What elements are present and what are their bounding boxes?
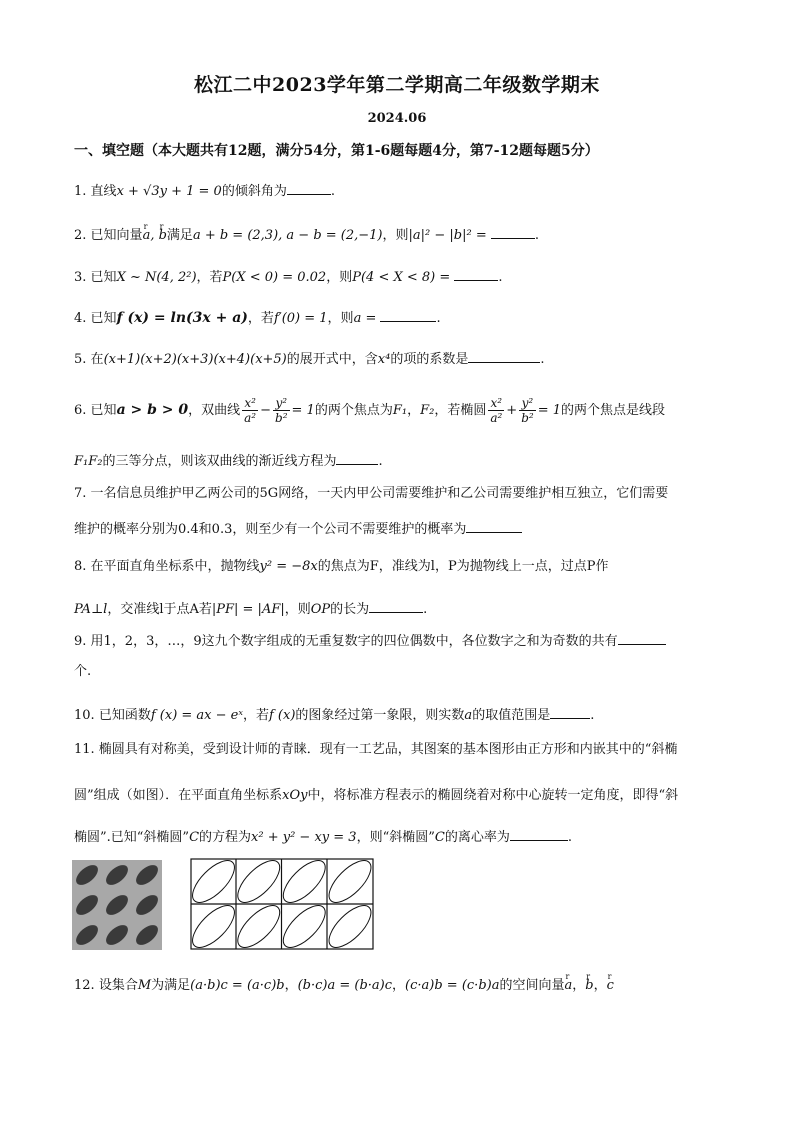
answer-blank bbox=[491, 224, 535, 239]
answer-blank bbox=[369, 598, 423, 613]
ellipse-grid bbox=[73, 861, 162, 948]
question-3: 3. 已知X ~ N(4, 2²)，若P(X < 0) = 0.02，则P(4 < X < 8) = . bbox=[74, 266, 503, 288]
fraction: $\frac{\text{y²}}{\text{b²}}$ bbox=[521, 396, 534, 425]
exam-date: 2024.06 bbox=[367, 111, 427, 126]
question-7: 7. 一名信息员维护甲乙两公司的5G网络，一天内甲公司需要维护和乙公司需要维护相互独立，它们需要 bbox=[74, 486, 669, 501]
answer-blank bbox=[454, 266, 498, 281]
answer-blank bbox=[336, 450, 378, 465]
question-2: 2. 已知向量r a, r b满足a + b = (2,3), a − b = (2,−1)，则|a|² − |b|² = . bbox=[74, 224, 539, 246]
question-12: 12. 设集合M为满足(a·b)c = (a·c)b，(b·c)a = (b·a)c，(c·a)b = (c·b)a的空间向量r a，r b，r c bbox=[74, 976, 614, 996]
question-8-line-2: PA⊥l，交准线l于点A若|PF| = |AF|，则OP的长为 . bbox=[74, 598, 427, 620]
fraction: $\frac{\text{x²}}{\text{a²}}$ bbox=[490, 396, 503, 425]
fraction: $\frac{\text{y²}}{\text{b²}}$ bbox=[275, 396, 288, 425]
slanted-ellipse-grid-figure bbox=[190, 858, 374, 950]
question-8: 8. 在平面直角坐标系中，抛物线y² = −8x的焦点为F，准线为l，P为抛物线上一点，过点P作 bbox=[74, 559, 609, 574]
question-7-line-2: 维护的概率分别为0.4和0.3，则至少有一个公司不需要维护的概率为 bbox=[74, 518, 522, 540]
section-heading: 一、填空题（本大题共有12题，满分54分，第1-6题每题4分，第7-12题每题5分） bbox=[74, 143, 599, 159]
question-6: 6. 已知a > b > 0，双曲线 $\frac{\text{x²}}{\text{a²}}$ − $\frac{\text{y²}}{\text{b²}}$ = 1的两个焦点为F₁，F₂，若椭圆 $\frac{\text{x²}}{\text{a²}}$ + $\frac{\text{y²}}{\text{b²}}$ = 1的两个焦点是线段 bbox=[74, 396, 666, 425]
page-title: 松江二中2023学年第二学期高二年级数学期末 bbox=[194, 74, 600, 96]
fraction: $\frac{\text{x²}}{\text{a²}}$ bbox=[244, 396, 257, 425]
question-4: 4. 已知f (x) = ln(3x + a)，若f′(0) = 1，则a = . bbox=[74, 307, 441, 329]
answer-blank bbox=[466, 518, 522, 533]
question-11-line-3: 椭圆”.已知“斜椭圆”C的方程为x² + y² − xy = 3，则“斜椭圆”C的离心率为 . bbox=[74, 826, 572, 848]
question-6-line-2: F₁F₂的三等分点，则该双曲线的渐近线方程为 . bbox=[74, 450, 383, 472]
question-9: 9. 用1，2，3，…，9这九个数字组成的无重复数字的四位偶数中，各位数字之和为奇数的共有 bbox=[74, 630, 666, 652]
answer-blank bbox=[510, 826, 568, 841]
question-9-line-2: 个. bbox=[74, 664, 92, 679]
question-1: 1. 直线x + √3y + 1 = 0的倾斜角为 . bbox=[74, 180, 335, 202]
question-11-line-2: 圆”组成（如图）．在平面直角坐标系xOy中，将标准方程表示的椭圆绕着对称中心旋转一定角度，即得“斜 bbox=[74, 788, 679, 803]
question-5: 5. 在(x+1)(x+2)(x+3)(x+4)(x+5)的展开式中，含x⁴的项的系数是 . bbox=[74, 348, 544, 370]
craft-pattern-figure bbox=[72, 860, 162, 950]
answer-blank bbox=[550, 704, 590, 719]
question-10: 10. 已知函数f (x) = ax − eˣ，若f (x)的图象经过第一象限，则实数a的取值范围是 . bbox=[74, 704, 594, 726]
answer-blank bbox=[380, 307, 436, 322]
answer-blank bbox=[468, 348, 540, 363]
question-11: 11. 椭圆具有对称美，受到设计师的青睐．现有一工艺品，其图案的基本图形由正方形和内嵌其中的“斜椭 bbox=[74, 742, 678, 757]
answer-blank bbox=[287, 180, 331, 195]
square-grid bbox=[191, 859, 373, 949]
answer-blank bbox=[618, 630, 666, 645]
